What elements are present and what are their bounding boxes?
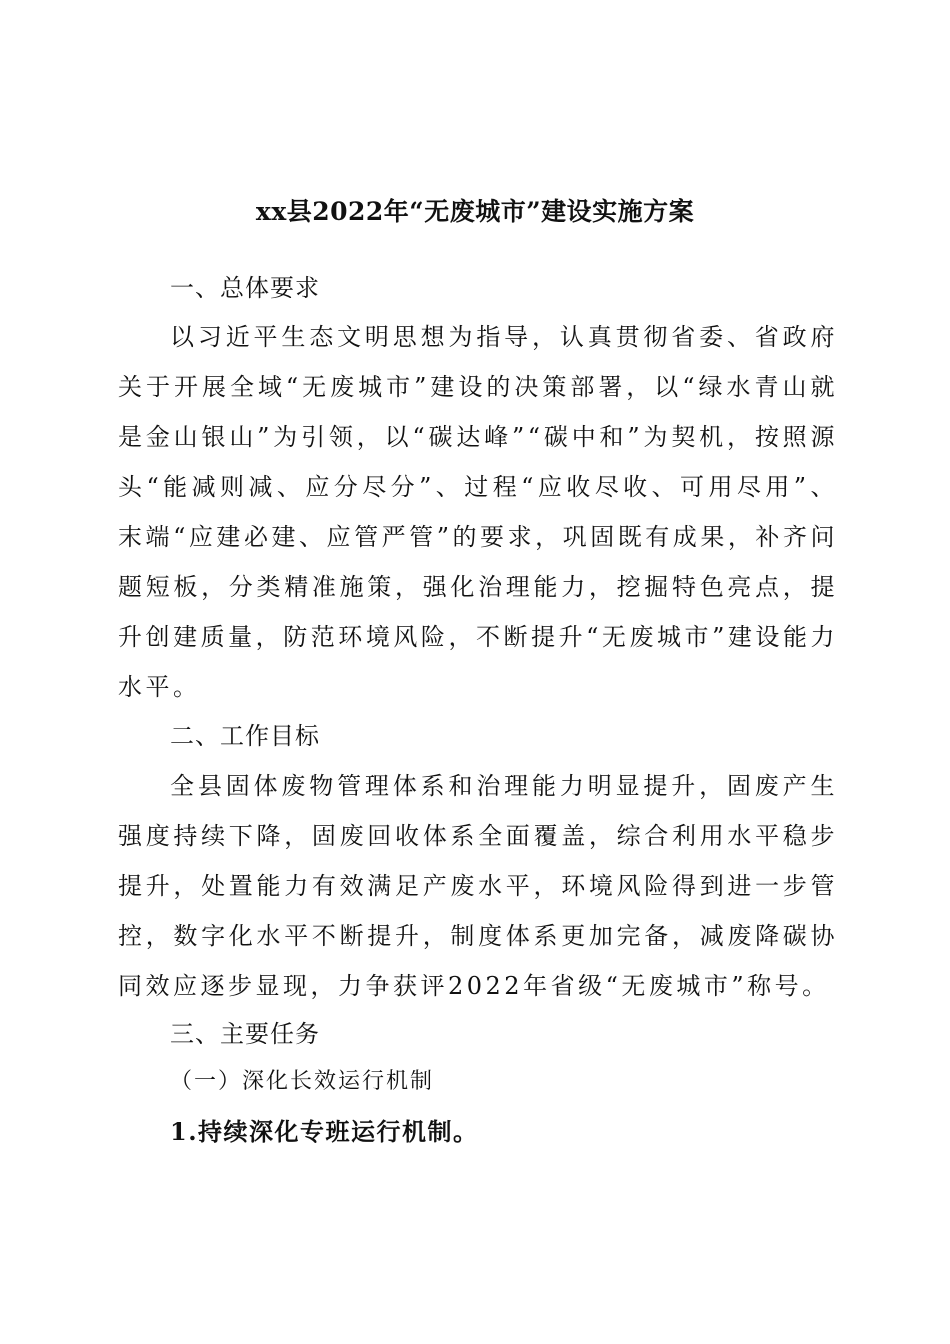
- document-title: xx县2022年“无废城市”建设实施方案: [255, 197, 695, 226]
- subsection-heading: （一）深化长效运行机制: [170, 1069, 435, 1094]
- section-heading-work-goals: 二、工作目标: [170, 722, 320, 750]
- section-heading-overall-requirements: 一、总体要求: [170, 274, 320, 302]
- section-heading-main-tasks: 三、主要任务: [170, 1020, 320, 1048]
- section-paragraph-work-goals: 全县固体废物管理体系和治理能力明显提升，固废产生强度持续下降，固废回收体系全面覆盖，综合利用水平稳步提升，处置能力有效满足产废水平，环境风险得到进一步管控，数字化水平不断提升，制度体系更加完备，减废降碳协同效应逐步显现，力争获评2022年省级“无废城市”称号。: [118, 772, 838, 1000]
- section-paragraph-overall-requirements: 以习近平生态文明思想为指导，认真贯彻省委、省政府关于开展全域“无废城市”建设的决策部署，以“绿水青山就是金山银山”为引领，以“碳达峰”“碳中和”为契机，按照源头“能减则减、应分尽分”、过程“应收尽收、可用尽用”、末端“应建必建、应管严管”的要求，巩固既有成果，补齐问题短板，分类精准施策，强化治理能力，挖掘特色亮点，提升创建质量，防范环境风险，不断提升“无废城市”建设能力水平。: [118, 323, 838, 701]
- item-heading: 1.持续深化专班运行机制。: [170, 1117, 479, 1146]
